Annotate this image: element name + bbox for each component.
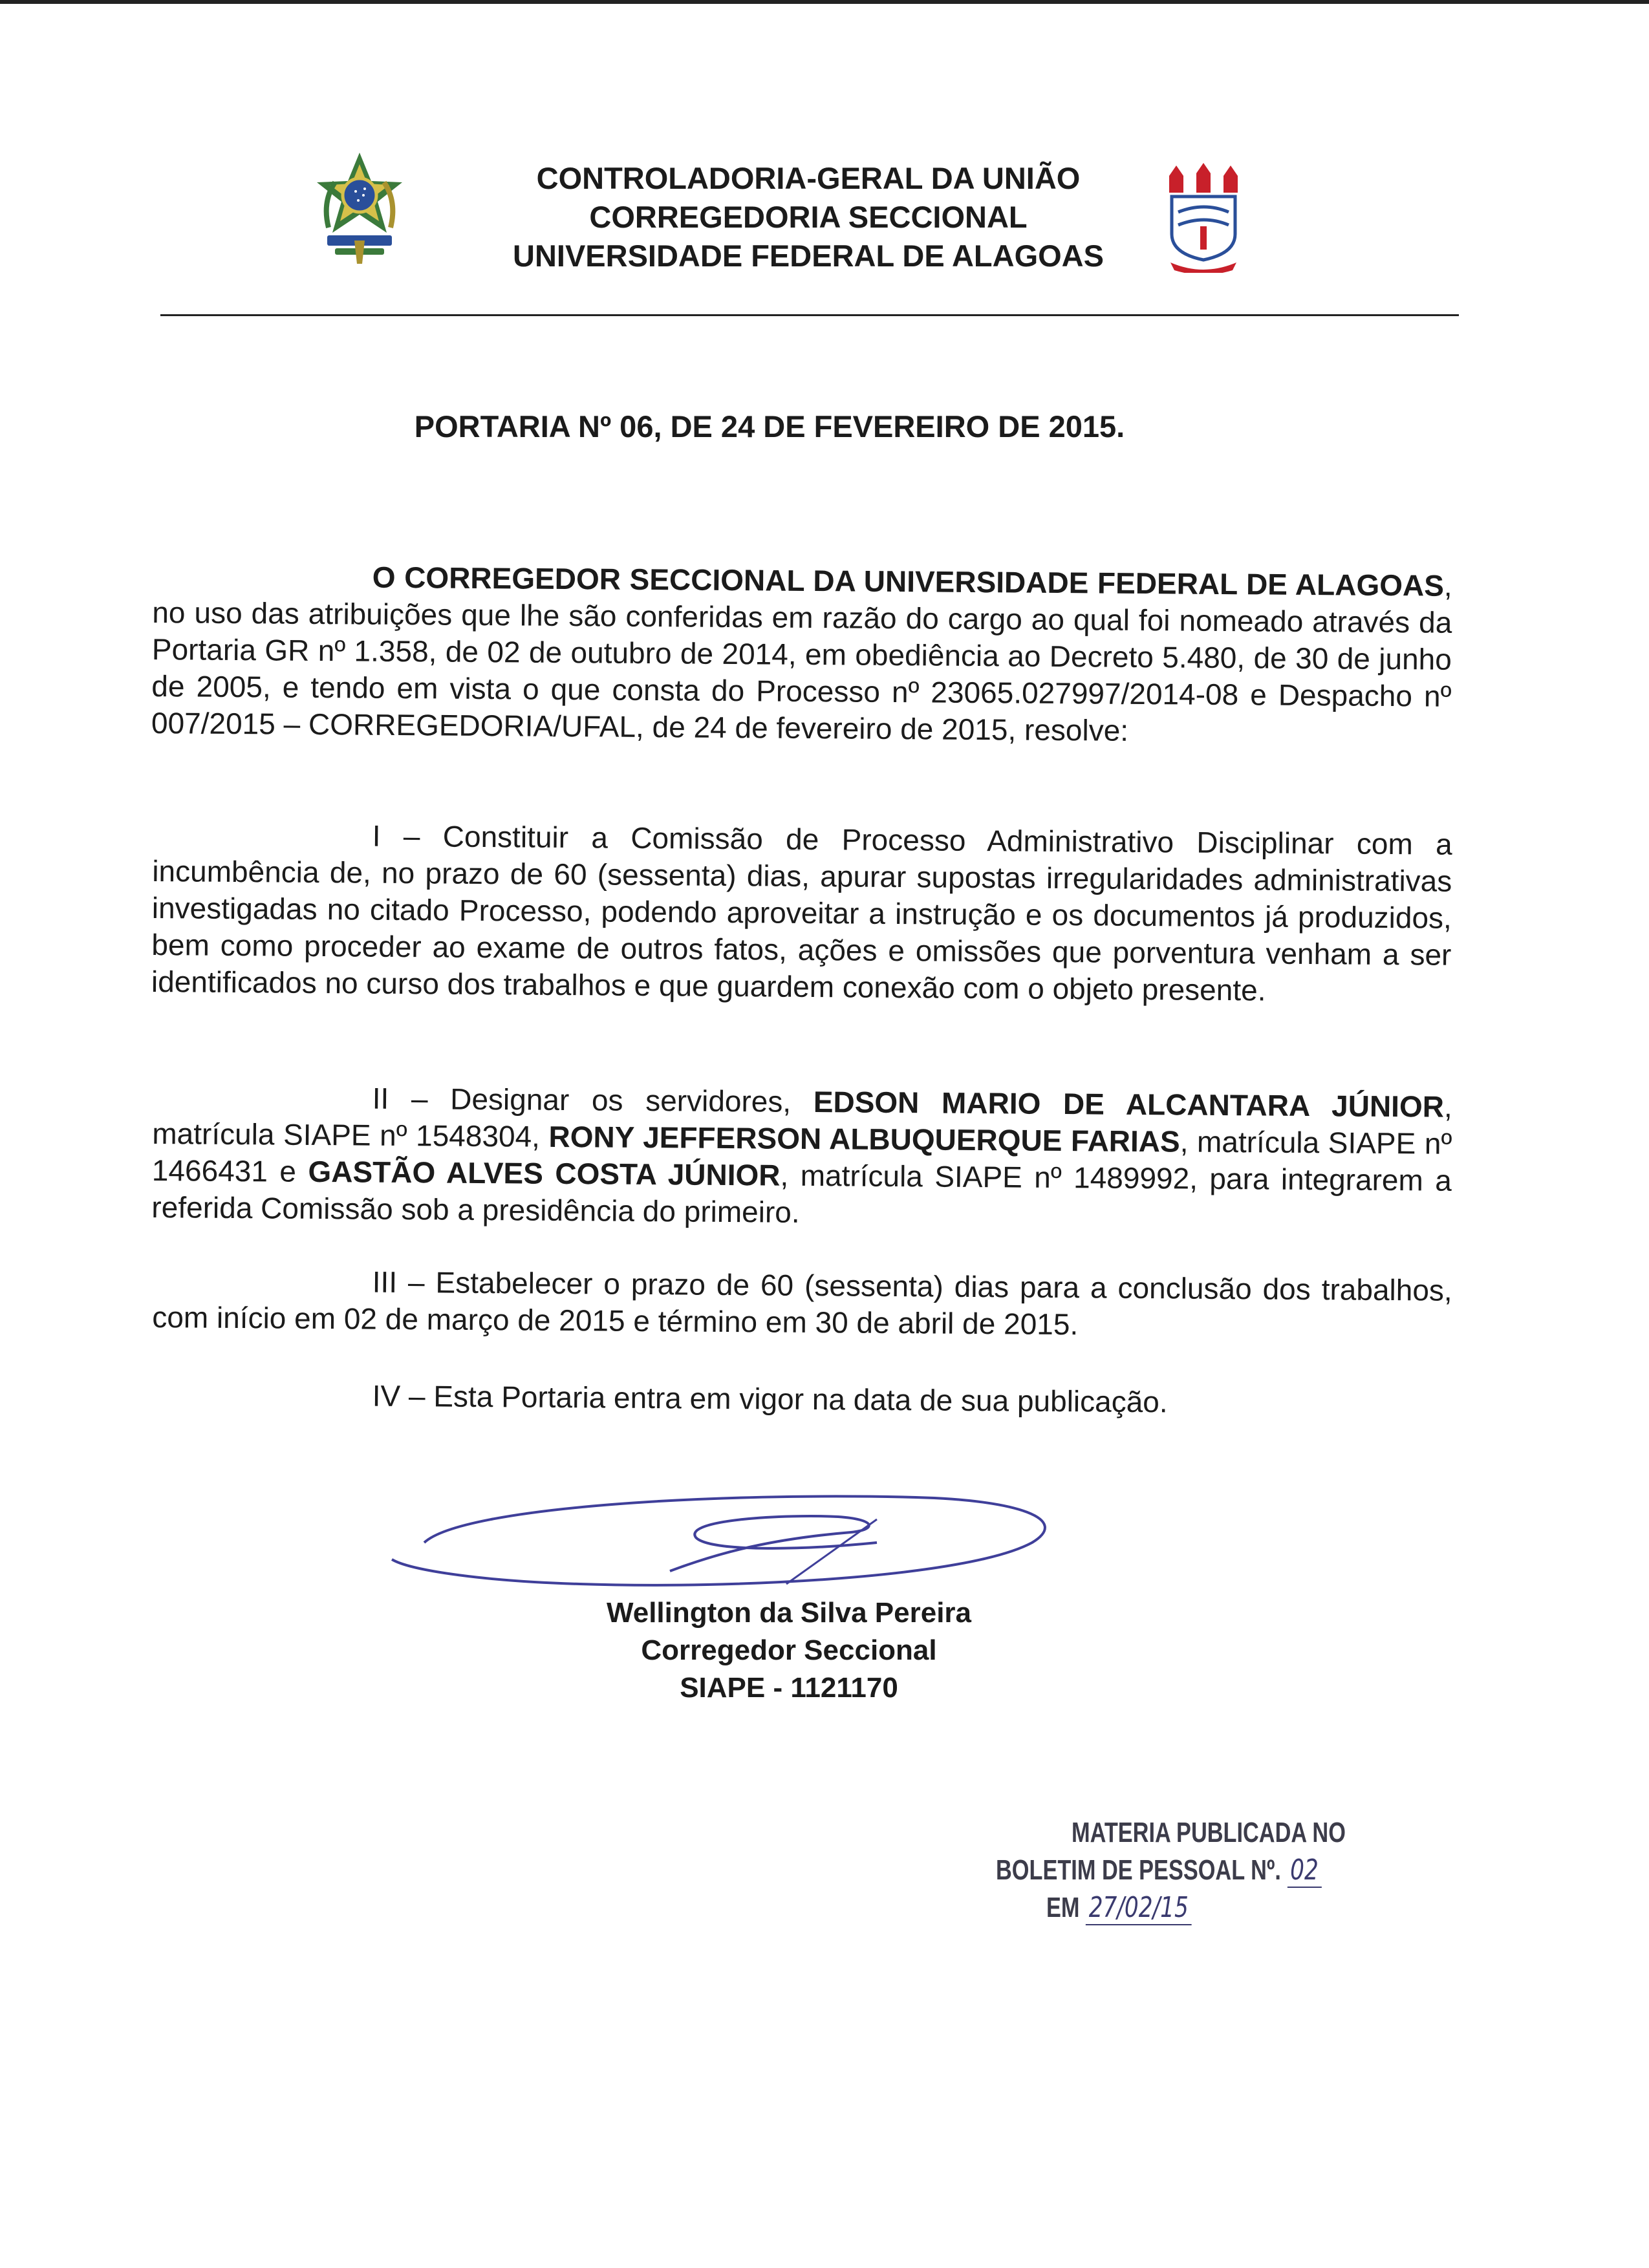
- document-title: PORTARIA Nº 06, DE 24 DE FEVEREIRO DE 2015.: [414, 409, 1125, 444]
- article-1-text: I – Constituir a Comissão de Processo Administrativo Disciplinar com a incumbência de, no prazo de 60 (sessenta) dias, apurar supostas irregularidades administrativas investigadas no citado Processo, podendo aproveitar a instrução e os documentos já produzidos, bem como proceder ao exame de outros fatos, ações e omissões que porventura venham a ser identificados no curso dos trabalhos e que guardem conexão com o objeto presente.: [151, 818, 1452, 1007]
- article-4: [153, 1376, 1452, 1423]
- article-2: [151, 1078, 1452, 1236]
- article-2-mid-1: , matrícula SIAPE nº 1548304,: [152, 1089, 1452, 1153]
- stamp-line-3: [996, 1889, 1278, 1927]
- member-name-2: RONY JEFFERSON ALBUQUERQUE FARIAS: [548, 1119, 1180, 1159]
- preamble-paragraph: [151, 557, 1452, 752]
- signatory-siape: SIAPE - 1121170: [680, 1672, 898, 1704]
- article-3: [152, 1262, 1452, 1346]
- scan-edge: [0, 0, 1649, 4]
- handwritten-signature: [385, 1481, 1071, 1597]
- letterhead-line-3: UNIVERSIDADE FEDERAL DE ALAGOAS: [513, 239, 1104, 273]
- letterhead-line-1: CONTROLADORIA-GERAL DA UNIÃO: [536, 161, 1081, 195]
- stamp-line-1: MATERIA PUBLICADA NO: [1072, 1817, 1346, 1848]
- signatory-name: Wellington da Silva Pereira: [606, 1597, 972, 1629]
- stamp-bulletin-number: 02: [1287, 1854, 1321, 1888]
- article-2-suffix: , matrícula SIAPE nº 1489992, para integrarem a referida Comissão sob a presidência do primeiro.: [151, 1158, 1452, 1229]
- stamp-date: 27/02/15: [1086, 1891, 1192, 1925]
- article-2-mid-2: , matrícula SIAPE nº 1466431 e: [151, 1124, 1452, 1188]
- article-1: [151, 816, 1452, 1011]
- article-2-prefix: II – Designar os servidores,: [372, 1081, 814, 1119]
- signatory-block: [530, 1594, 1048, 1707]
- publication-stamp: [996, 1814, 1346, 1927]
- letterhead-line-2: CORREGEDORIA SECCIONAL: [589, 200, 1028, 234]
- stamp-date-label: EM: [1046, 1892, 1080, 1923]
- header-divider: [160, 314, 1459, 316]
- article-4-text: IV – Esta Portaria entra em vigor na data de sua publicação.: [372, 1378, 1168, 1419]
- stamp-bulletin-label: BOLETIM DE PESSOAL Nº.: [996, 1854, 1281, 1886]
- ufal-emblem-icon: [1165, 163, 1242, 273]
- preamble-text: , no uso das atribuições que lhe são conferidas em razão do cargo ao qual foi nomeado através da Portaria GR nº 1.358, de 02 de outubro de 2014, em obediência ao Decreto 5.480, de 30 de junho de 2005, e tendo em vista o que consta do Processo nº 23065.027997/2014-08 e Despacho nº 007/2015 – CORREGEDORIA/UFAL, de 24 de fevereiro de 2015, resolve:: [151, 568, 1452, 747]
- member-name-3: GASTÃO ALVES COSTA JÚNIOR: [308, 1154, 781, 1192]
- letterhead: [414, 159, 1203, 275]
- signatory-role: Corregedor Seccional: [641, 1634, 937, 1666]
- stamp-line-2: [996, 1852, 1319, 1889]
- authority-name: O CORREGEDOR SECCIONAL DA UNIVERSIDADE FEDERAL DE ALAGOAS: [372, 560, 1445, 603]
- member-name-1: EDSON MARIO DE ALCANTARA JÚNIOR: [813, 1085, 1445, 1124]
- brazil-coat-of-arms-icon: [309, 150, 410, 264]
- article-3-text: III – Estabelecer o prazo de 60 (sessenta) dias para a conclusão dos trabalhos, com início em 02 de março de 2015 e término em 30 de abril de 2015.: [152, 1265, 1452, 1342]
